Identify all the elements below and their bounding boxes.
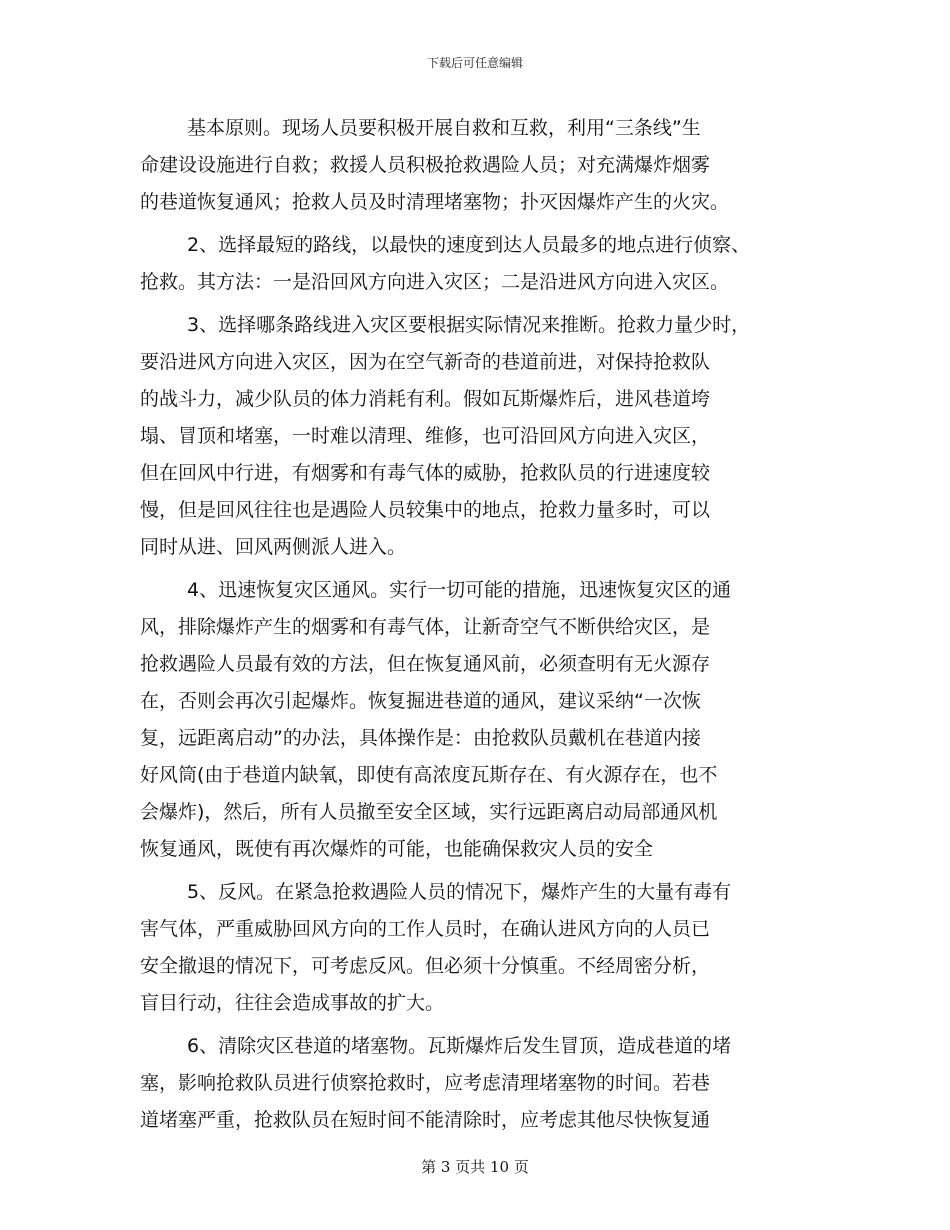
text-line: 的战斗力，减少队员的体力消耗有利。假如瓦斯爆炸后，进风巷道垮 bbox=[140, 388, 711, 410]
text-line: 复，远距离启动”的办法，具体操作是：由抢救队员戴机在巷道内接 bbox=[140, 727, 701, 749]
text-line: 2、选择最短的路线，以最快的速度到达人员最多的地点进行侦察、 bbox=[187, 234, 751, 256]
text-line: 害气体，严重威胁回风方向的工作人员时，在确认进风方向的人员已 bbox=[140, 918, 711, 940]
text-line: 好风筒(由于巷道内缺氧，即使有高浓度瓦斯存在、有火源存在，也不 bbox=[140, 764, 718, 786]
paragraph bbox=[140, 227, 820, 301]
text-line: 在，否则会再次引起爆炸。恢复掘进巷道的通风，建议采纳“一次恢 bbox=[140, 690, 701, 712]
text-line: 3、选择哪条路线进入灾区要根据实际情况来推断。抢救力量少时， bbox=[187, 314, 751, 336]
page-header: 下载后可任意编辑 bbox=[426, 56, 523, 70]
text-line: 命建设设施进行自救；救援人员积极抢救遇险人员；对充满爆炸烟雾 bbox=[140, 154, 711, 176]
paragraph bbox=[140, 572, 820, 868]
text-line: 会爆炸)，然后，所有人员撤至安全区域，实行远距离启动局部通风机 bbox=[140, 801, 718, 823]
text-line: 盲目行动，往往会造成事故的扩大。 bbox=[140, 992, 445, 1014]
text-line: 同时从进、回风两侧派人进入。 bbox=[140, 536, 407, 558]
document-body bbox=[140, 110, 820, 1145]
paragraph bbox=[140, 1028, 820, 1139]
paragraph bbox=[140, 874, 820, 1022]
paragraph bbox=[140, 110, 820, 221]
text-line: 恢复通风，既使有再次爆炸的可能，也能确保救灾人员的安全 bbox=[140, 838, 654, 860]
text-line: 要沿进风方向进入灾区，因为在空气新奇的巷道前进，对保持抢救队 bbox=[140, 351, 711, 373]
text-line: 塞，影响抢救队员进行侦察抢救时，应考虑清理堵塞物的时间。若巷 bbox=[140, 1072, 711, 1094]
text-line: 抢救遇险人员最有效的方法，但在恢复通风前，必须查明有无火源存 bbox=[140, 653, 711, 675]
text-line: 风，排除爆炸产生的烟雾和有毒气体，让新奇空气不断供给灾区，是 bbox=[140, 616, 711, 638]
text-line: 5、反风。在紧急抢救遇险人员的情况下，爆炸产生的大量有毒有 bbox=[187, 881, 732, 903]
text-line: 基本原则。现场人员要积极开展自救和互救，利用“三条线”生 bbox=[187, 117, 701, 139]
text-line: 塌、冒顶和堵塞，一时难以清理、维修，也可沿回风方向进入灾区， bbox=[140, 425, 711, 447]
text-line: 道堵塞严重，抢救队员在短时间不能清除时，应考虑其他尽快恢复通 bbox=[140, 1109, 711, 1131]
text-line: 慢，但是回风往往也是遇险人员较集中的地点，抢救力量多时，可以 bbox=[140, 499, 711, 521]
text-line: 6、清除灾区巷道的堵塞物。瓦斯爆炸后发生冒顶，造成巷道的堵 bbox=[187, 1035, 732, 1057]
text-line: 4、迅速恢复灾区通风。实行一切可能的措施，迅速恢复灾区的通 bbox=[187, 579, 732, 601]
text-line: 安全撤退的情况下，可考虑反风。但必须十分慎重。不经周密分析， bbox=[140, 955, 711, 977]
text-line: 抢救。其方法：一是沿回风方向进入灾区；二是沿进风方向进入灾区。 bbox=[140, 271, 730, 293]
page-footer: 第 3 页共 10 页 bbox=[421, 1158, 529, 1176]
text-line: 但在回风中行进，有烟雾和有毒气体的威胁，抢救队员的行进速度较 bbox=[140, 462, 711, 484]
text-line: 的巷道恢复通风；抢救人员及时清理堵塞物；扑灭因爆炸产生的火灾。 bbox=[140, 191, 730, 213]
paragraph bbox=[140, 307, 820, 566]
